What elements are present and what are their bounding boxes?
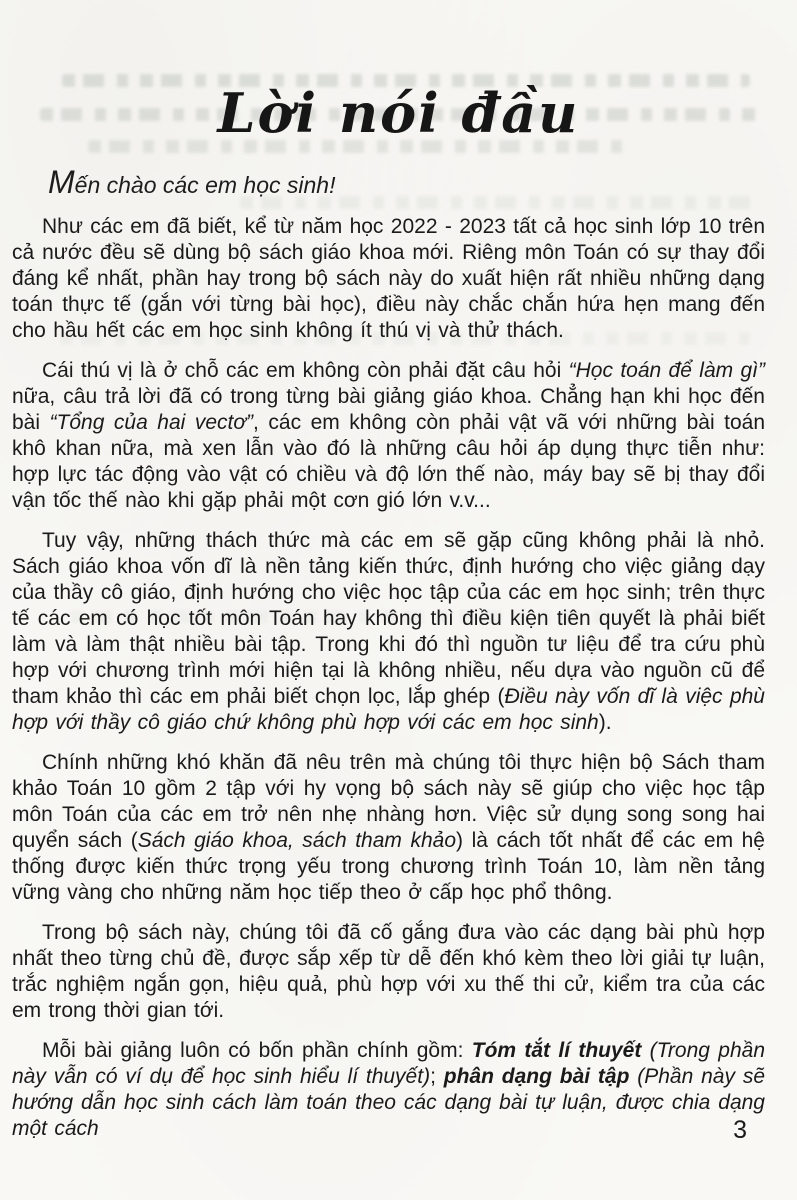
text-segment: Mỗi bài giảng luôn có bốn phần chính gồm: xyxy=(42,1039,472,1063)
page-number: 3 xyxy=(733,1116,747,1144)
paragraph xyxy=(12,1038,765,1142)
text-segment: ). xyxy=(598,711,612,735)
paragraph xyxy=(12,214,765,344)
text-segment: (Trong phần này vẫn có ví dụ để học sinh hiểu lí thuyết) xyxy=(12,1039,765,1089)
preface-paragraphs xyxy=(0,199,797,1142)
greeting-line xyxy=(48,164,797,201)
text-segment: (Phần này sẽ hướng dẫn học sinh cách làm toán theo các dạng bài tự luận, được chia dạng một cách xyxy=(12,1065,765,1141)
text-segment: nữa, câu trả lời đã có trong từng bài giảng giáo khoa. Chẳng hạn khi học đến bài xyxy=(12,385,765,435)
page-title: Lời nói đầu xyxy=(217,81,580,145)
text-segment: Như các em đã biết, kể từ năm học 2022 - 2023 tất cả học sinh lớp 10 trên cả nước đều sẽ dùng bộ sách giáo khoa mới. Riêng môn Toán có sự thay đổi đáng kể nhất, phần hay trong bộ sách này do xuất hiện rất nhiều những dạng toán thực tế (gắn với từng bài học), điều này chắc chắn hứa hẹn mang đến cho hầu hết các em học sinh không ít thú vị và thử thách. xyxy=(12,215,765,343)
text-segment: Trong bộ sách này, chúng tôi đã cố gắng đưa vào các dạng bài phù hợp nhất theo từng chủ đề, được sắp xếp từ dễ đến khó kèm theo lời giải tự luận, trắc nghiệm ngắn gọn, hiệu quả, phù hợp với xu thế thi cử, kiểm tra của các em trong thời gian tới. xyxy=(12,921,765,1023)
text-segment: phân dạng bài tập xyxy=(443,1065,630,1089)
text-segment: ến chào các em học sinh! xyxy=(74,172,336,199)
text-segment: Sách giáo khoa, sách tham khảo xyxy=(137,829,457,853)
paragraph xyxy=(12,528,765,736)
text-segment: “Tổng của hai vectơ” xyxy=(49,411,254,435)
paragraph xyxy=(12,358,765,514)
text-segment: Điều này vốn dĩ là việc phù hợp với thầy cô giáo chứ không phù hợp với các em học sinh xyxy=(12,685,765,735)
text-segment: Tuy vậy, những thách thức mà các em sẽ gặp cũng không phải là nhỏ. Sách giáo khoa vốn dĩ là nền tảng kiến thức, định hướng cho việc giảng dạy của thầy cô giáo, định hướng cho việc học tập của các em học sinh; trên thực tế các em có học tốt môn Toán hay không thì điều kiện tiên quyết là phải biết làm và làm thật nhiều bài tập. Trong khi đó thì nguồn tư liệu để tra cứu phù hợp với chương trình mới hiện tại là không nhiều, nếu dựa vào nguồn cũ để tham khảo thì các em phải biết chọn lọc, lắp ghép ( xyxy=(12,529,765,709)
text-segment: , các em không còn phải vật vã với những bài toán khô khan nữa, mà xen lẫn vào đó là những câu hỏi áp dụng thực tiễn như: hợp lực tác động vào vật có chiều và độ lớn thế nào, máy bay sẽ bị thay đổi vận tốc thế nào khi gặp phải một cơn gió lớn v.v... xyxy=(12,411,765,513)
paragraph xyxy=(12,750,765,906)
text-segment: ; xyxy=(430,1065,444,1089)
text-segment: ) là cách tốt nhất để các em hệ thống được kiến thức trọng yếu trong chương trình Toán 10, làm nền tảng vững vàng cho những năm học tiếp theo ở cấp học phổ thông. xyxy=(12,829,765,905)
text-segment: Chính những khó khăn đã nêu trên mà chúng tôi thực hiện bộ Sách tham khảo Toán 10 gồm 2 tập với hy vọng bộ sách này sẽ giúp cho việc học tập môn Toán của các em trở nên nhẹ nhàng hơn. Việc sử dụng song song hai quyển sách ( xyxy=(12,751,765,853)
text-segment: Tóm tắt lí thuyết xyxy=(471,1039,642,1063)
text-segment: “Học toán để làm gì” xyxy=(568,359,765,383)
paragraph xyxy=(12,920,765,1024)
text-segment: M xyxy=(48,164,75,201)
text-segment: Cái thú vị là ở chỗ các em không còn phải đặt câu hỏi xyxy=(42,359,569,383)
